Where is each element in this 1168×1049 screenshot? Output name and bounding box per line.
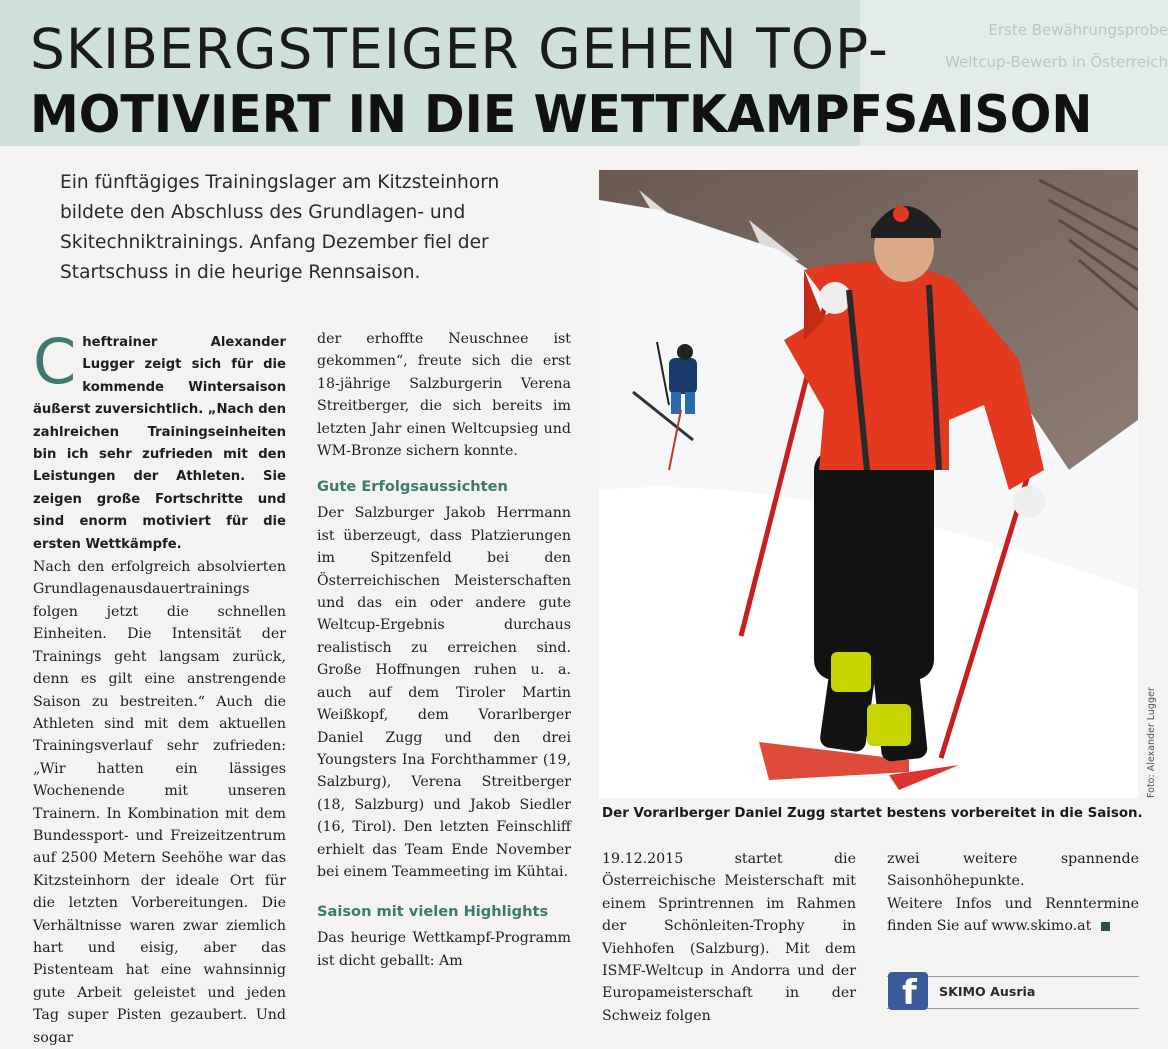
body-paragraph: Nach den erfolgreich absolvierten Grundlagenausdauertrainings folgen jetzt die schnellen Einheiten. Die Intensität der Trainings geht langsam zurück, denn es gilt eine anstrengende Saison zu bestreiten.“ Auch die Athleten sind mit dem aktuellen Trainingsverlauf sehr zufrieden: „Wir hatten ein lässiges Wochenende mit unseren Trainern. In Kombination mit dem Bundessport- und Freizeitzentrum auf 2500 Metern Seehöhe war das Kitzsteinhorn der ideale Ort für die letzten Vorbereitungen. Die Verhältnisse waren zwar ziemlich hart und eisig, aber das Pistenteam hat eine wahnsinnig gute Arbeit geleistet und jeden Tag super Pisten gezaubert. Und sogar (33, 559, 286, 1046)
photo-illustration (599, 170, 1138, 798)
closing-text: Weitere Infos und Renntermine finden Sie auf www.skimo.at (887, 895, 1139, 935)
bleed-line: Weltcup-Bewerb in Österreich (945, 53, 1168, 71)
body-paragraph: zwei weitere spannende Saisonhöhepunkte. (887, 851, 1139, 890)
photo-caption: Der Vorarlberger Daniel Zugg startet bestens vorbereitet in die Saison. (602, 806, 1143, 821)
column-3 (602, 848, 856, 1027)
intro-paragraph: heftrainer Alexander Lugger zeigt sich für die kommende Wintersaison äußerst zuversichtlich. „Nach den zahlreichen Trainingseinheiten bin ich sehr zufrieden mit den Leistungen der Athleten. Sie zeigen große Fortschritte und sind enorm motiviert für die ersten Wettkämpfe. (33, 335, 286, 552)
facebook-label: SKIMO Ausria (939, 984, 1036, 999)
body-paragraph: der erhoffte Neuschnee ist gekommen“, freute sich die erst 18-jährige Salzburgerin Verena Streitberger, die sich bereits im letzten Jahr einen Weltcupsieg und WM-Bronze sichern konnte. (317, 331, 571, 460)
body-paragraph: Das heurige Wettkampf-Programm ist dicht geballt: Am (317, 930, 571, 969)
subheading-highlights: Saison mit vielen Highlights (317, 903, 549, 921)
column-4 (887, 848, 1139, 938)
facebook-icon (888, 972, 928, 1013)
photo-credit: Foto: Alexander Lugger (1146, 687, 1157, 798)
headline-line-1: SKIBERGSTEIGER GEHEN TOP- (30, 17, 889, 81)
facebook-glyph: f (902, 973, 917, 1013)
column-1 (33, 325, 286, 1049)
ski-mountaineer-photo (599, 170, 1138, 798)
lead-paragraph: Ein fünftägiges Trainingslager am Kitzsteinhorn bildete den Abschluss des Grundlagen- und Skitechniktrainings. Anfang Dezember fiel der Startschuss in die heurige Rennsaison. (60, 172, 500, 283)
subheading-erfolgsaussichten: Gute Erfolgsaussichten (317, 478, 508, 496)
end-mark (1101, 922, 1110, 931)
body-paragraph: Der Salzburger Jakob Herrmann ist überzeugt, dass Platzierungen im Spitzenfeld bei den Österreichischen Meisterschaften und das ein oder andere gute Weltcup-Ergebnis durchaus realistisch zu erreichen sind. Große Hoffnungen ruhen u. a. auch auf dem Tiroler Martin Weißkopf, dem Vorarlberger Daniel Zugg und den drei Youngsters Ina Forchthammer (19, Salzburg), Verena Streitberger (18, Salzburg) und Jakob Siedler (16, Tirol). Den letzten Feinschliff erhielt das Team Ende November bei einem Teammeeting im Kühtai. (317, 505, 571, 880)
column-2 (317, 328, 571, 972)
body-paragraph (887, 893, 1139, 938)
facebook-box (887, 968, 1139, 1012)
headline-line-2: MOTIVIERT IN DIE WETTKAMPFSAISON (30, 85, 1093, 145)
bleed-line: Erste Bewährungsprobe (988, 21, 1168, 39)
body-paragraph: 19.12.2015 startet die Österreichische Meisterschaft mit einem Sprintrennen im Rahmen der Schönleiten-Trophy in Viehhofen (Salzburg). Mit dem ISMF-Weltcup in Andorra und der Europameisterschaft in der Schweiz folgen (602, 851, 856, 1024)
dropcap: C (33, 325, 77, 398)
